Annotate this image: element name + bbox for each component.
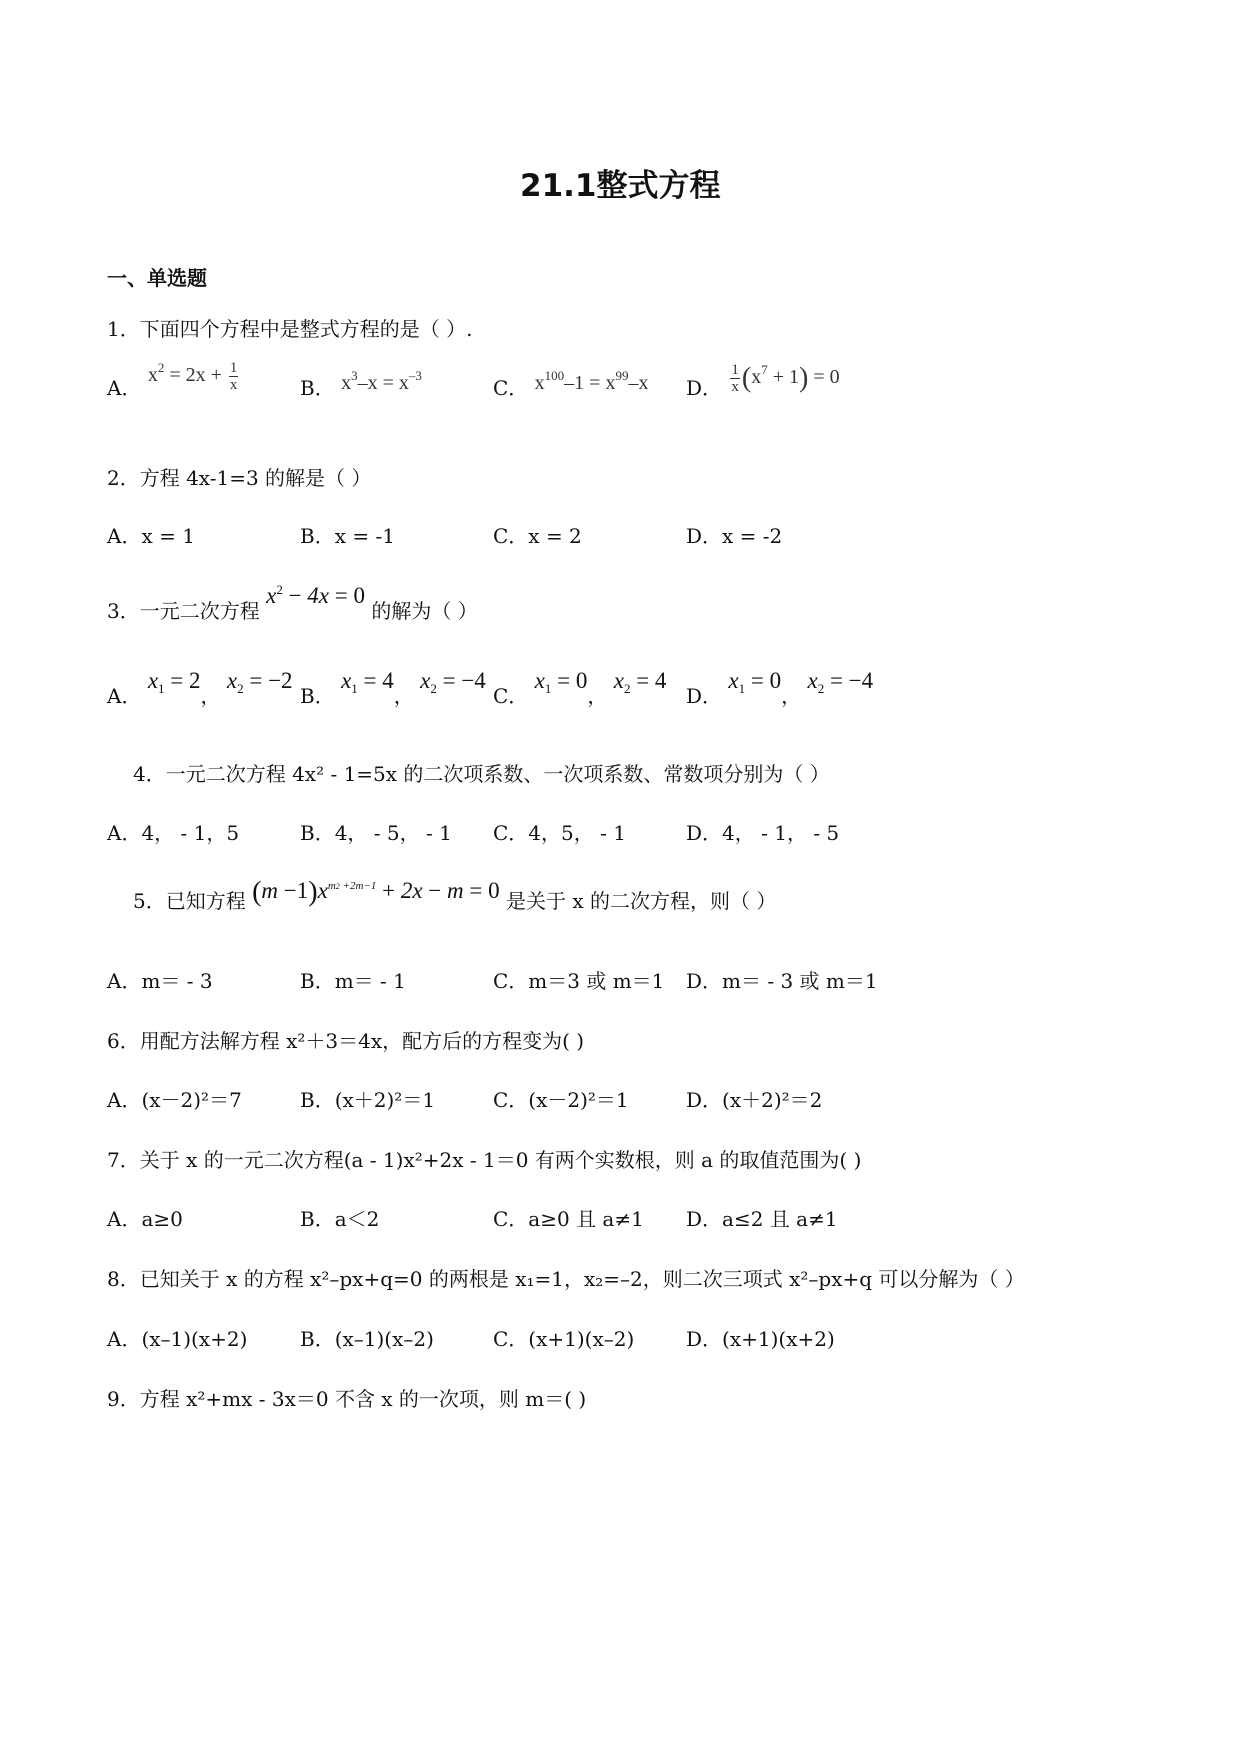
question-3-stem [107,580,478,623]
option-formula-2: $x_2 = 4$ [613,668,667,696]
question-1-option-a [107,359,240,407]
question-4-option-d: D．4， - 1， - 5 [686,821,840,845]
question-3-option-d: D． $x_1 = 0$， $x_2 = -4$ [686,668,874,708]
question-2-stem: 2．方程 4x-1=3 的解是（ ） [107,466,372,490]
question-3-option-a: A． $x_1 = 2$， $x_2 = -2$ [107,668,293,708]
option-formula: $x_1 = 4$ [341,668,394,696]
question-4-option-b: B．4， - 5， - 1 [300,821,452,845]
question-5-stem-post: 是关于 x 的二次方程，则（ ） [505,889,777,913]
question-1-option-b [300,368,422,401]
option-label: D． [686,684,723,708]
question-1-stem: 1．下面四个方程中是整式方程的是（ ）. [107,317,473,341]
question-6-option-c: C．(x－2)²＝1 [493,1088,629,1112]
question-6-stem: 6．用配方法解方程 x²＋3＝4x，配方后的方程变为( ) [107,1029,585,1053]
question-5-option-b: B．m＝ - 1 [300,969,406,993]
page-title: 21.1整式方程 [520,168,721,204]
question-8-option-b: B．(x–1)(x–2) [300,1327,434,1351]
question-4-option-a: A．4， - 1，5 [107,821,240,845]
question-5-equation: $(m -1)x^{m2 +2m-1} + 2x - m = 0$ [252,876,500,908]
option-formula-2: $x_2 = -4$ [420,668,486,696]
option-label: B． [300,376,335,400]
option-formula: $x^{100}-1 = x^{99}-x$ [534,368,649,394]
question-3-option-b: B． $x_1 = 4$， $x_2 = -4$ [300,668,486,708]
question-3-stem-pre: 3．一元二次方程 [107,599,260,623]
option-formula: $\frac{1}{x}$ $(x^7 + 1) = 0$ [731,361,840,395]
question-1-option-c [493,368,649,401]
option-label: C． [493,684,529,708]
question-4-stem: 4．一元二次方程 4x² ‑ 1=5x 的二次项系数、一次项系数、常数项分别为（ ） [133,762,830,786]
section-heading: 一、单选题 [107,266,207,290]
option-label: A． [107,684,142,708]
question-2-option-a: A．x = 1 [107,524,195,548]
question-8-option-a: A．(x–1)(x+2) [107,1327,248,1351]
question-5-option-d: D．m＝ - 3 或 m＝1 [686,969,878,993]
question-5-stem-pre: 5．已知方程 [133,889,246,913]
question-5-option-a: A．m＝ - 3 [107,969,213,993]
question-5-stem [133,875,777,913]
option-formula-2: $x_2 = -4$ [807,668,874,696]
question-3-option-c: C． $x_1 = 0$， $x_2 = 4$ [493,668,667,708]
option-formula: $x_1 = 2$ [147,668,201,696]
question-2-option-c: C．x = 2 [493,524,582,548]
option-formula: $x^3-x = x^{-3}$ [341,368,422,394]
question-9-stem: 9．方程 x²+mx - 3x＝0 不含 x 的一次项，则 m＝( ) [107,1387,587,1411]
option-label: D． [686,376,723,400]
question-2-option-d: D．x = -2 [686,524,783,548]
question-8-option-d: D．(x+1)(x+2) [686,1327,835,1351]
option-formula-2: $x_2 = -2$ [226,668,293,696]
question-4-option-c: C．4，5， - 1 [493,821,626,845]
question-2-option-b: B．x = -1 [300,524,395,548]
option-label: C． [493,376,529,400]
question-6-option-d: D．(x＋2)²＝2 [686,1088,823,1112]
question-7-option-a: A．a≥0 [107,1207,183,1231]
question-7-option-c: C．a≥0 且 a≠1 [493,1207,644,1231]
question-7-option-d: D．a≤2 且 a≠1 [686,1207,838,1231]
question-3-equation: $x^2 - 4x = 0$ [266,582,365,608]
question-3-stem-post: 的解为（ ） [371,599,478,623]
question-1-option-d [686,361,840,407]
question-6-option-b: B．(x＋2)²＝1 [300,1088,436,1112]
question-8-stem: 8．已知关于 x 的方程 x²–px+q=0 的两根是 x₁=1，x₂=–2，则二次三项式 x²–px+q 可以分解为（ ） [107,1267,1025,1291]
question-6-option-a: A．(x－2)²＝7 [107,1088,242,1112]
question-8-option-c: C．(x+1)(x–2) [493,1327,635,1351]
question-5-option-c: C．m＝3 或 m＝1 [493,969,665,993]
option-formula: $x_1 = 0$ [534,668,588,696]
option-formula: $x^2 = 2x$ + $\frac{1}{x}$ [147,359,238,393]
question-7-stem: 7．关于 x 的一元二次方程(a - 1)x²+2x - 1＝0 有两个实数根，则 a 的取值范围为( ) [107,1148,862,1172]
option-label: B． [300,684,335,708]
option-formula: $x_1 = 0$ [728,668,782,696]
option-label: A． [107,376,142,400]
question-7-option-b: B．a＜2 [300,1207,380,1231]
